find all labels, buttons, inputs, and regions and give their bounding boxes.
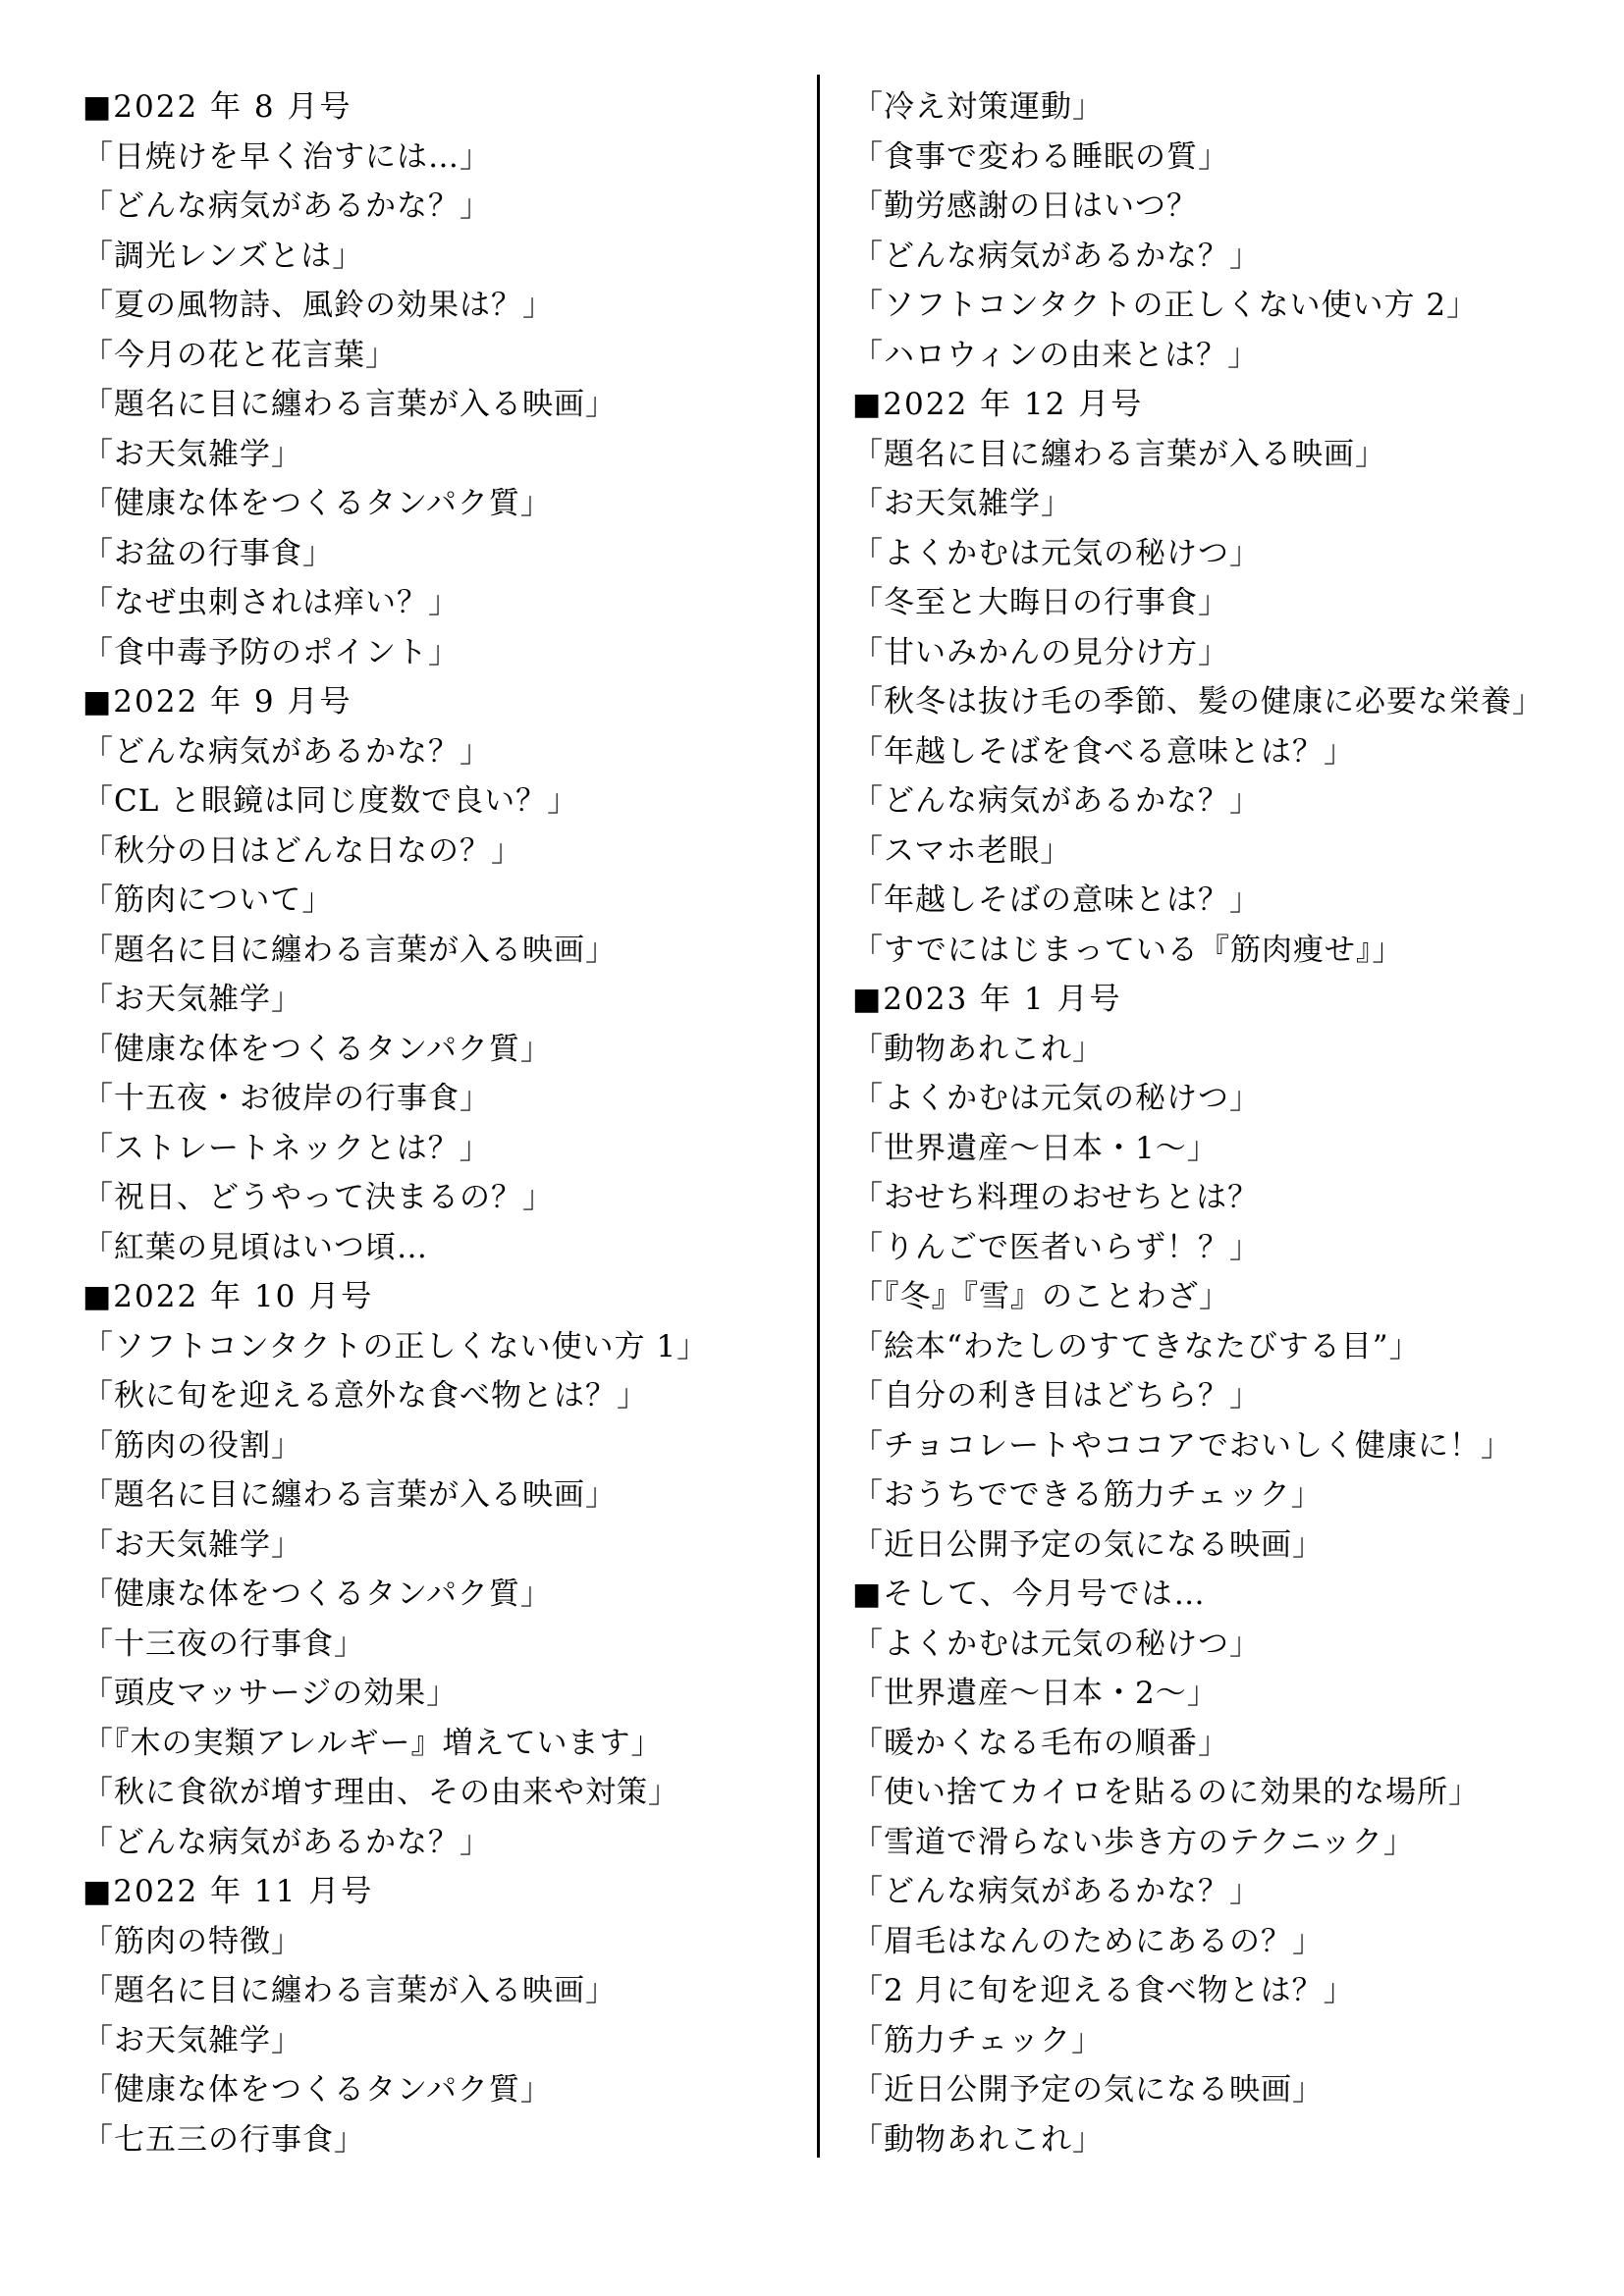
issue-heading: ■2022 年 9 月号	[82, 684, 352, 720]
article-title: 「雪道で滑らない歩き方のテクニック」	[852, 1824, 1415, 1860]
article-title: 「年越しそばの意味とは？」	[852, 882, 1261, 918]
article-title: 「七五三の行事食」	[82, 2121, 365, 2158]
article-title: 「食事で変わる睡眠の質」	[852, 138, 1229, 175]
article-title: 「りんごで医者いらず！？」	[852, 1229, 1261, 1265]
issue-heading: ■2022 年 12 月号	[852, 387, 1144, 422]
article-title: 「今月の花と花言葉」	[82, 337, 397, 373]
article-title: 「紅葉の見頃はいつ頃…	[82, 1229, 428, 1265]
right-column	[852, 82, 1598, 2164]
article-title: 「CL と眼鏡は同じ度数で良い？」	[82, 783, 579, 819]
article-title: 「筋肉について」	[82, 882, 334, 918]
article-title: 「世界遺産～日本・1～」	[852, 1130, 1218, 1166]
article-title: 「お天気雑学」	[852, 486, 1072, 521]
article-title: 「動物あれこれ」	[852, 2121, 1104, 2158]
article-title: 「近日公開予定の気になる映画」	[852, 1526, 1324, 1563]
article-title: 「おうちでできる筋力チェック」	[852, 1477, 1323, 1513]
article-title: 「ハロウィンの由来とは？」	[852, 337, 1260, 373]
article-title: 「自分の利き目はどちら？」	[852, 1378, 1261, 1414]
article-title: 「どんな病気があるかな？」	[82, 1824, 491, 1860]
article-title: 「チョコレートやココアでおいしく健康に！」	[852, 1427, 1512, 1464]
article-title: 「秋分の日はどんな日なの？」	[82, 832, 522, 869]
article-title: 「祝日、どうやって決まるの？」	[82, 1180, 554, 1215]
issue-heading: ■2022 年 8 月号	[82, 89, 352, 125]
article-title: 「ソフトコンタクトの正しくない使い方 2」	[852, 288, 1479, 323]
article-title: 「眉毛はなんのためにあるの？」	[852, 1923, 1324, 1959]
issue-heading: ■2022 年 11 月号	[82, 1874, 374, 1909]
column-divider	[817, 75, 820, 2158]
article-title: 「甘いみかんの見分け方」	[852, 634, 1229, 670]
article-title: 「お天気雑学」	[82, 1526, 302, 1563]
article-title: 「よくかむは元気の秘けつ」	[852, 1626, 1261, 1662]
article-title: 「どんな病気があるかな？」	[852, 238, 1261, 274]
article-title: 「お天気雑学」	[82, 436, 302, 472]
article-title: 「勤労感謝の日はいつ？	[852, 188, 1198, 224]
article-title: 「題名に目に纏わる言葉が入る映画」	[82, 1477, 617, 1513]
article-title: 「すでにはじまっている『筋肉痩せ』」	[852, 932, 1404, 968]
article-title: 「どんな病気があるかな？」	[852, 783, 1261, 819]
article-title: 「動物あれこれ」	[852, 1031, 1104, 1067]
article-title: 「お盆の行事食」	[82, 535, 334, 571]
article-title: 「スマホ老眼」	[852, 832, 1072, 869]
article-title: 「ソフトコンタクトの正しくない使い方 1」	[82, 1328, 709, 1364]
article-title: 「お天気雑学」	[82, 982, 302, 1017]
article-title: 「近日公開予定の気になる映画」	[852, 2072, 1324, 2108]
issue-heading: ■2023 年 1 月号	[852, 982, 1122, 1017]
article-title: 「2 月に旬を迎える食べ物とは？」	[852, 1973, 1355, 2008]
article-title: 「よくかむは元気の秘けつ」	[852, 1081, 1261, 1116]
article-title: 「『木の実類アレルギー』増えています」	[82, 1725, 663, 1761]
article-title: 「題名に目に纏わる言葉が入る映画」	[82, 932, 617, 968]
article-title: 「健康な体をつくるタンパク質」	[82, 1031, 552, 1067]
article-title: 「よくかむは元気の秘けつ」	[852, 535, 1261, 571]
article-title: 「年越しそばを食べる意味とは？」	[852, 733, 1355, 770]
article-title: 「どんな病気があるかな？」	[852, 1874, 1261, 1909]
left-column	[82, 82, 809, 2164]
article-title: 「秋に旬を迎える意外な食べ物とは？」	[82, 1378, 648, 1414]
article-title: 「なぜ虫刺されは痒い？」	[82, 585, 460, 620]
article-title: 「題名に目に纏わる言葉が入る映画」	[852, 436, 1386, 472]
article-title: 「筋肉の特徴」	[82, 1923, 302, 1959]
article-title: 「冬至と大晦日の行事食」	[852, 585, 1229, 620]
article-title: 「食中毒予防のポイント」	[82, 634, 460, 670]
article-title: 「日焼けを早く治すには…」	[82, 138, 491, 175]
article-title: 「絵本“わたしのすてきなたびする目”」	[852, 1328, 1421, 1364]
article-title: 「ストレートネックとは？」	[82, 1130, 491, 1166]
article-title: 「冷え対策運動」	[852, 89, 1104, 125]
article-title: 「十三夜の行事食」	[82, 1626, 365, 1662]
article-title: 「題名に目に纏わる言葉が入る映画」	[82, 387, 617, 422]
article-title: 「世界遺産～日本・2～」	[852, 1676, 1218, 1711]
article-title: 「頭皮マッサージの効果」	[82, 1676, 459, 1711]
article-title: 「暖かくなる毛布の順番」	[852, 1725, 1229, 1761]
article-title: 「使い捨てカイロを貼るのに効果的な場所」	[852, 1775, 1481, 1810]
article-title: 「おせち料理のおせちとは？	[852, 1180, 1260, 1215]
article-title: 「健康な体をつくるタンパク質」	[82, 2072, 552, 2108]
article-title: 「お天気雑学」	[82, 2022, 302, 2058]
article-title: 「健康な体をつくるタンパク質」	[82, 1576, 552, 1612]
article-title: 「夏の風物詩、風鈴の効果は？」	[82, 288, 554, 323]
article-title: 「どんな病気があるかな？」	[82, 188, 491, 224]
article-title: 「調光レンズとは」	[82, 238, 364, 274]
issue-heading: ■2022 年 10 月号	[82, 1279, 374, 1314]
article-title: 「十五夜・お彼岸の行事食」	[82, 1081, 491, 1116]
article-title: 「『冬』『雪』のことわざ」	[852, 1279, 1230, 1314]
article-title: 「筋力チェック」	[852, 2022, 1104, 2058]
article-title: 「秋に食欲が増す理由、その由来や対策」	[82, 1775, 679, 1810]
article-title: 「秋冬は抜け毛の季節、髪の健康に必要な栄養」	[852, 684, 1543, 720]
article-title: 「健康な体をつくるタンパク質」	[82, 486, 552, 521]
article-title: 「どんな病気があるかな？」	[82, 733, 491, 770]
issue-heading: ■そして、今月号では…	[852, 1576, 1207, 1612]
article-title: 「題名に目に纏わる言葉が入る映画」	[82, 1973, 617, 2008]
article-title: 「筋肉の役割」	[82, 1427, 302, 1464]
